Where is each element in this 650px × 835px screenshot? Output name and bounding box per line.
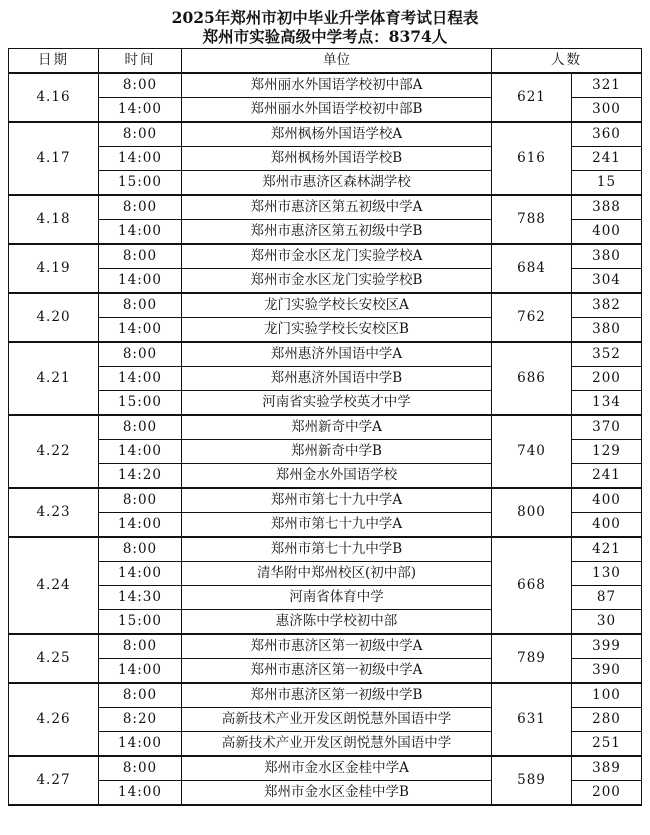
unit-cell: 郑州市金水区龙门实验学校A (182, 244, 492, 269)
time-cell: 8:00 (99, 756, 182, 781)
group-total-cell: 789 (492, 634, 572, 683)
table-row (9, 488, 642, 513)
group-total-cell: 616 (492, 122, 572, 195)
count-cell: 130 (572, 562, 642, 586)
time-cell: 8:20 (99, 708, 182, 732)
count-cell: 300 (572, 98, 642, 123)
time-cell: 8:00 (99, 122, 182, 147)
group-total-cell: 684 (492, 244, 572, 293)
count-cell: 134 (572, 391, 642, 416)
date-cell: 4.27 (9, 756, 99, 805)
date-cell: 4.26 (9, 683, 99, 756)
group-total-cell: 589 (492, 756, 572, 805)
time-cell: 8:00 (99, 244, 182, 269)
unit-cell: 高新技术产业开发区朗悦慧外国语中学 (182, 732, 492, 757)
table-row (9, 195, 642, 220)
count-cell: 100 (572, 683, 642, 708)
date-cell: 4.22 (9, 415, 99, 488)
time-cell: 14:00 (99, 659, 182, 684)
count-cell: 15 (572, 171, 642, 196)
time-cell: 8:00 (99, 73, 182, 98)
table-row (9, 122, 642, 147)
time-cell: 14:00 (99, 513, 182, 538)
count-cell: 370 (572, 415, 642, 440)
time-cell: 15:00 (99, 610, 182, 635)
table-row (9, 756, 642, 781)
date-cell: 4.21 (9, 342, 99, 415)
date-cell: 4.16 (9, 73, 99, 122)
date-group (9, 415, 642, 488)
date-group (9, 488, 642, 537)
unit-cell: 郑州枫杨外国语学校A (182, 122, 492, 147)
time-cell: 14:00 (99, 220, 182, 245)
date-group (9, 244, 642, 293)
time-cell: 14:00 (99, 269, 182, 294)
unit-cell: 郑州市金水区金桂中学B (182, 781, 492, 806)
count-cell: 382 (572, 293, 642, 318)
unit-cell: 高新技术产业开发区朗悦慧外国语中学 (182, 708, 492, 732)
unit-cell: 郑州丽水外国语学校初中部A (182, 73, 492, 98)
time-cell: 14:00 (99, 98, 182, 123)
count-cell: 304 (572, 269, 642, 294)
date-cell: 4.18 (9, 195, 99, 244)
time-cell: 15:00 (99, 171, 182, 196)
table-row (9, 415, 642, 440)
unit-cell: 郑州市金水区龙门实验学校B (182, 269, 492, 294)
header-date: 日期 (9, 49, 99, 74)
unit-cell: 郑州枫杨外国语学校B (182, 147, 492, 171)
count-cell: 321 (572, 73, 642, 98)
header-row (9, 49, 642, 74)
unit-cell: 郑州市惠济区第一初级中学A (182, 634, 492, 659)
schedule-table (8, 48, 642, 806)
time-cell: 14:00 (99, 732, 182, 757)
page-subtitle: 郑州市实验高级中学考点：8374人 (202, 27, 448, 46)
unit-cell: 河南省体育中学 (182, 586, 492, 610)
table-row (9, 342, 642, 367)
date-group (9, 122, 642, 195)
group-total-cell: 621 (492, 73, 572, 122)
table-row (9, 293, 642, 318)
group-total-cell: 740 (492, 415, 572, 488)
unit-cell: 郑州丽水外国语学校初中部B (182, 98, 492, 123)
unit-cell: 郑州市金水区金桂中学A (182, 756, 492, 781)
header-unit: 单位 (182, 49, 492, 74)
unit-cell: 郑州金水外国语学校 (182, 464, 492, 489)
count-cell: 399 (572, 634, 642, 659)
count-cell: 360 (572, 122, 642, 147)
time-cell: 8:00 (99, 683, 182, 708)
table-row (9, 73, 642, 98)
unit-cell: 郑州市惠济区森林湖学校 (182, 171, 492, 196)
time-cell: 8:00 (99, 488, 182, 513)
group-total-cell: 762 (492, 293, 572, 342)
table-row (9, 683, 642, 708)
date-cell: 4.19 (9, 244, 99, 293)
count-cell: 352 (572, 342, 642, 367)
time-cell: 14:00 (99, 781, 182, 806)
count-cell: 241 (572, 147, 642, 171)
count-cell: 380 (572, 318, 642, 343)
time-cell: 14:00 (99, 147, 182, 171)
time-cell: 8:00 (99, 537, 182, 562)
header-time: 时间 (99, 49, 182, 74)
date-group (9, 634, 642, 683)
time-cell: 14:30 (99, 586, 182, 610)
date-group (9, 537, 642, 634)
unit-cell: 郑州惠济外国语中学A (182, 342, 492, 367)
date-group (9, 342, 642, 415)
group-total-cell: 788 (492, 195, 572, 244)
unit-cell: 龙门实验学校长安校区B (182, 318, 492, 343)
unit-cell: 郑州市第七十九中学A (182, 488, 492, 513)
unit-cell: 郑州市第七十九中学A (182, 513, 492, 538)
time-cell: 14:00 (99, 440, 182, 464)
date-cell: 4.17 (9, 122, 99, 195)
unit-cell: 郑州市惠济区第五初级中学A (182, 195, 492, 220)
date-group (9, 756, 642, 805)
time-cell: 14:20 (99, 464, 182, 489)
time-cell: 14:00 (99, 318, 182, 343)
count-cell: 380 (572, 244, 642, 269)
unit-cell: 郑州市惠济区第五初级中学B (182, 220, 492, 245)
date-group (9, 293, 642, 342)
unit-cell: 清华附中郑州校区(初中部) (182, 562, 492, 586)
count-cell: 200 (572, 367, 642, 391)
group-total-cell: 631 (492, 683, 572, 756)
date-group (9, 73, 642, 122)
date-cell: 4.25 (9, 634, 99, 683)
count-cell: 200 (572, 781, 642, 806)
count-cell: 280 (572, 708, 642, 732)
count-cell: 30 (572, 610, 642, 635)
header-count: 人数 (492, 49, 642, 74)
unit-cell: 郑州新奇中学A (182, 415, 492, 440)
unit-cell: 郑州新奇中学B (182, 440, 492, 464)
unit-cell: 郑州市惠济区第一初级中学A (182, 659, 492, 684)
time-cell: 14:00 (99, 562, 182, 586)
count-cell: 388 (572, 195, 642, 220)
date-cell: 4.20 (9, 293, 99, 342)
date-cell: 4.24 (9, 537, 99, 634)
date-group (9, 683, 642, 756)
group-total-cell: 668 (492, 537, 572, 634)
time-cell: 8:00 (99, 634, 182, 659)
count-cell: 400 (572, 488, 642, 513)
time-cell: 8:00 (99, 415, 182, 440)
time-cell: 14:00 (99, 367, 182, 391)
table-row (9, 634, 642, 659)
time-cell: 8:00 (99, 293, 182, 318)
group-total-cell: 686 (492, 342, 572, 415)
count-cell: 421 (572, 537, 642, 562)
count-cell: 400 (572, 513, 642, 538)
count-cell: 400 (572, 220, 642, 245)
count-cell: 241 (572, 464, 642, 489)
unit-cell: 龙门实验学校长安校区A (182, 293, 492, 318)
page-title: 2025年郑州市初中毕业升学体育考试日程表 (171, 8, 479, 27)
table-row (9, 537, 642, 562)
unit-cell: 郑州市惠济区第一初级中学B (182, 683, 492, 708)
count-cell: 87 (572, 586, 642, 610)
unit-cell: 郑州惠济外国语中学B (182, 367, 492, 391)
count-cell: 390 (572, 659, 642, 684)
table-row (9, 244, 642, 269)
unit-cell: 惠济陈中学校初中部 (182, 610, 492, 635)
date-group (9, 195, 642, 244)
date-cell: 4.23 (9, 488, 99, 537)
time-cell: 8:00 (99, 195, 182, 220)
time-cell: 15:00 (99, 391, 182, 416)
count-cell: 389 (572, 756, 642, 781)
unit-cell: 郑州市第七十九中学B (182, 537, 492, 562)
time-cell: 8:00 (99, 342, 182, 367)
count-cell: 129 (572, 440, 642, 464)
group-total-cell: 800 (492, 488, 572, 537)
unit-cell: 河南省实验学校英才中学 (182, 391, 492, 416)
count-cell: 251 (572, 732, 642, 757)
